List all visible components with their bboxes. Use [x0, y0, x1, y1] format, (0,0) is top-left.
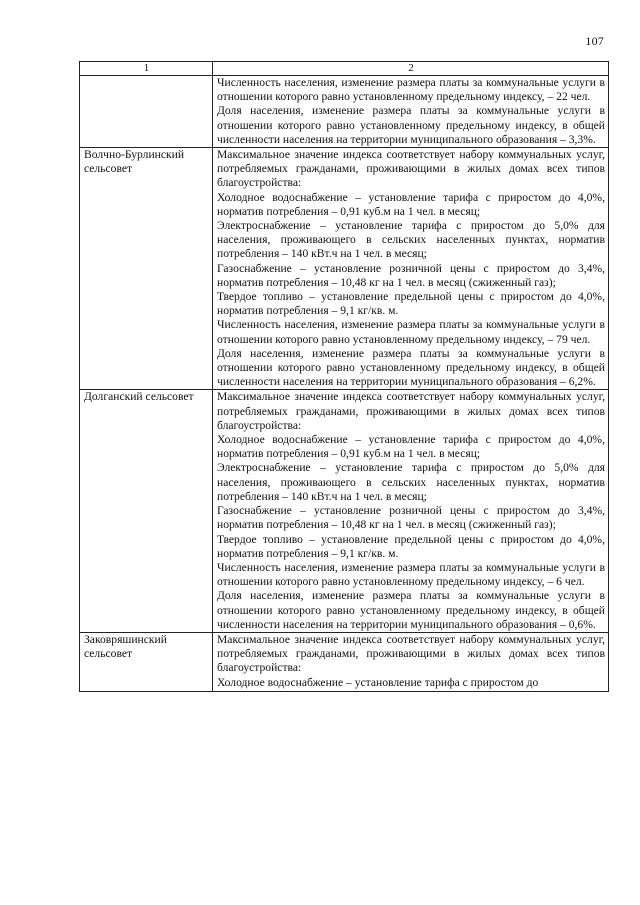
paragraph: Численность населения, изменение размера платы за коммунальные услуги в отношении которого равно установленному предельному индексу, – 79 чел. — [217, 318, 605, 346]
paragraph: Доля населения, изменение размера платы за коммунальные услуги в отношении которого равно установленному предельному индексу, в общей численности населения на территории муниципального образования – 0,6%. — [217, 589, 605, 631]
page-number: 107 — [585, 34, 604, 48]
paragraph: Газоснабжение – установление розничной цены с приростом до 3,4%, норматив потребления – 10,48 кг на 1 чел. в месяц (сжиженный газ); — [217, 504, 605, 532]
paragraph: Газоснабжение – установление розничной цены с приростом до 3,4%, норматив потребления – 10,48 кг на 1 чел. в месяц (сжиженный газ); — [217, 261, 605, 289]
description-cell — [213, 390, 609, 632]
paragraph: Твердое топливо – установление предельной цены с приростом до 4,0%, норматив потребления – 9,1 кг/кв. м. — [217, 532, 605, 560]
table-row — [80, 148, 609, 390]
column-header-1: 1 — [80, 62, 213, 76]
paragraph: Твердое топливо – установление предельной цены с приростом до 4,0%, норматив потребления – 9,1 кг/кв. м. — [217, 290, 605, 318]
column-header-2: 2 — [213, 62, 609, 76]
table-row — [80, 76, 609, 148]
paragraph: Численность населения, изменение размера платы за коммунальные услуги в отношении которого равно установленному предельному индексу, – 6 чел. — [217, 560, 605, 589]
description-cell — [213, 148, 609, 390]
paragraph: Электроснабжение – установление тарифа с приростом до 5,0% для населения, проживающего в сельских населенных пунктах, норматив потребления – 140 кВт.ч на 1 чел. в месяц; — [217, 219, 605, 261]
paragraph: Холодное водоснабжение – установление тарифа с приростом до — [217, 675, 539, 689]
paragraph: Холодное водоснабжение – установление тарифа с приростом до 4,0%, норматив потребления – 0,91 куб.м на 1 чел. в месяц; — [217, 433, 605, 461]
region-cell: Заковряшинский сельсовет — [80, 632, 213, 691]
paragraph: Максимальное значение индекса соответствует набору коммунальных услуг, потребляемых гражданами, проживающими в жилых домах всех типов благоустройства: — [217, 148, 605, 190]
paragraph: Электроснабжение – установление тарифа с приростом до 5,0% для населения, проживающего в сельских населенных пунктах, норматив потребления – 140 кВт.ч на 1 чел. в месяц; — [217, 461, 605, 503]
table-row — [80, 390, 609, 632]
table-header-row — [80, 62, 609, 76]
description-cell — [213, 632, 609, 691]
table-row — [80, 632, 609, 691]
paragraph: Доля населения, изменение размера платы за коммунальные услуги в отношении которого равно установленному предельному индексу, в общей численности населения на территории муниципального образования – 3,3%. — [217, 104, 605, 146]
paragraph: Численность населения, изменение размера платы за коммунальные услуги в отношении которого равно установленному предельному индексу, – 22 чел. — [217, 76, 605, 104]
region-cell — [80, 76, 213, 148]
description-cell — [213, 76, 609, 148]
region-cell: Долганский сельсовет — [80, 390, 213, 632]
paragraph: Доля населения, изменение размера платы за коммунальные услуги в отношении которого равно установленному предельному индексу, в общей численности населения на территории муниципального образования – 6,2%. — [217, 346, 605, 389]
region-cell: Волчно-Бурлинский сельсовет — [80, 148, 213, 390]
paragraph: Холодное водоснабжение – установление тарифа с приростом до 4,0%, норматив потребления – 0,91 куб.м на 1 чел. в месяц; — [217, 190, 605, 218]
tariff-table — [79, 61, 609, 692]
paragraph: Максимальное значение индекса соответствует набору коммунальных услуг, потребляемых гражданами, проживающими в жилых домах всех типов благоустройства: — [217, 390, 605, 432]
paragraph: Максимальное значение индекса соответствует набору коммунальных услуг, потребляемых гражданами, проживающими в жилых домах всех типов благоустройства: — [217, 632, 605, 675]
